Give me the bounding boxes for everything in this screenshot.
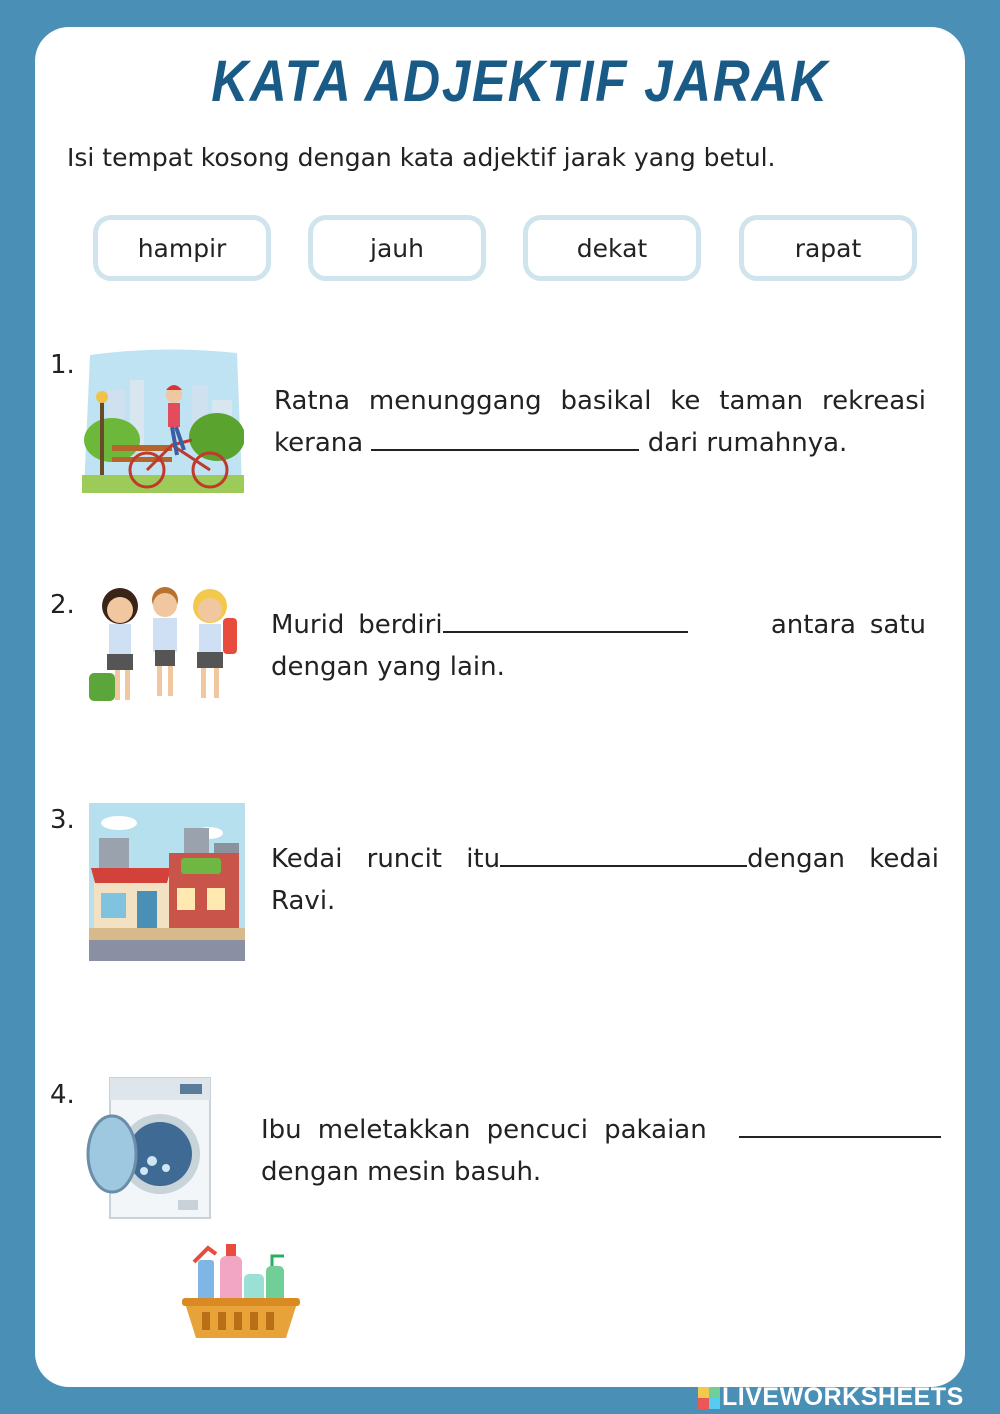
row-of-shops-image [89, 803, 245, 961]
answer-blank-4[interactable] [739, 1114, 941, 1138]
question-text-1: Ratna menunggang basikal ke taman rekreasi kerana dari rumahnya. [274, 386, 926, 458]
word-chip-hampir[interactable]: hampir [93, 215, 271, 281]
three-students-image [85, 578, 245, 710]
page-title: KATA ADJEKTIF JARAK [211, 49, 829, 114]
question-text-2: Murid berdiri antara satu dengan yang lain. [271, 610, 926, 682]
liveworksheets-footer [698, 1383, 964, 1412]
question-number-1: 1. [50, 350, 75, 380]
word-chip-dekat[interactable]: dekat [523, 215, 701, 281]
word-chip-jauh[interactable]: jauh [308, 215, 486, 281]
answer-blank-1[interactable] [371, 427, 639, 451]
girl-cycling-park-image [82, 345, 244, 495]
detergent-basket-image [180, 1240, 302, 1340]
question-number-4: 4. [50, 1080, 75, 1110]
question-text-3: Kedai runcit itu dengan kedai Ravi. [271, 844, 939, 916]
instruction-text: Isi tempat kosong dengan kata adjektif jarak yang betul. [67, 143, 776, 172]
washing-machine-image [82, 1076, 214, 1220]
question-number-2: 2. [50, 590, 75, 620]
question-text-4: Ibu meletakkan pencuci pakaian dengan mesin basuh. [261, 1109, 941, 1193]
answer-blank-3[interactable] [500, 843, 747, 867]
answer-blank-2[interactable] [443, 609, 688, 633]
question-number-3: 3. [50, 805, 75, 835]
word-chip-rapat[interactable]: rapat [739, 215, 917, 281]
liveworksheets-logo-icon [698, 1387, 720, 1409]
footer-brand[interactable]: LIVEWORKSHEETS [722, 1383, 964, 1411]
